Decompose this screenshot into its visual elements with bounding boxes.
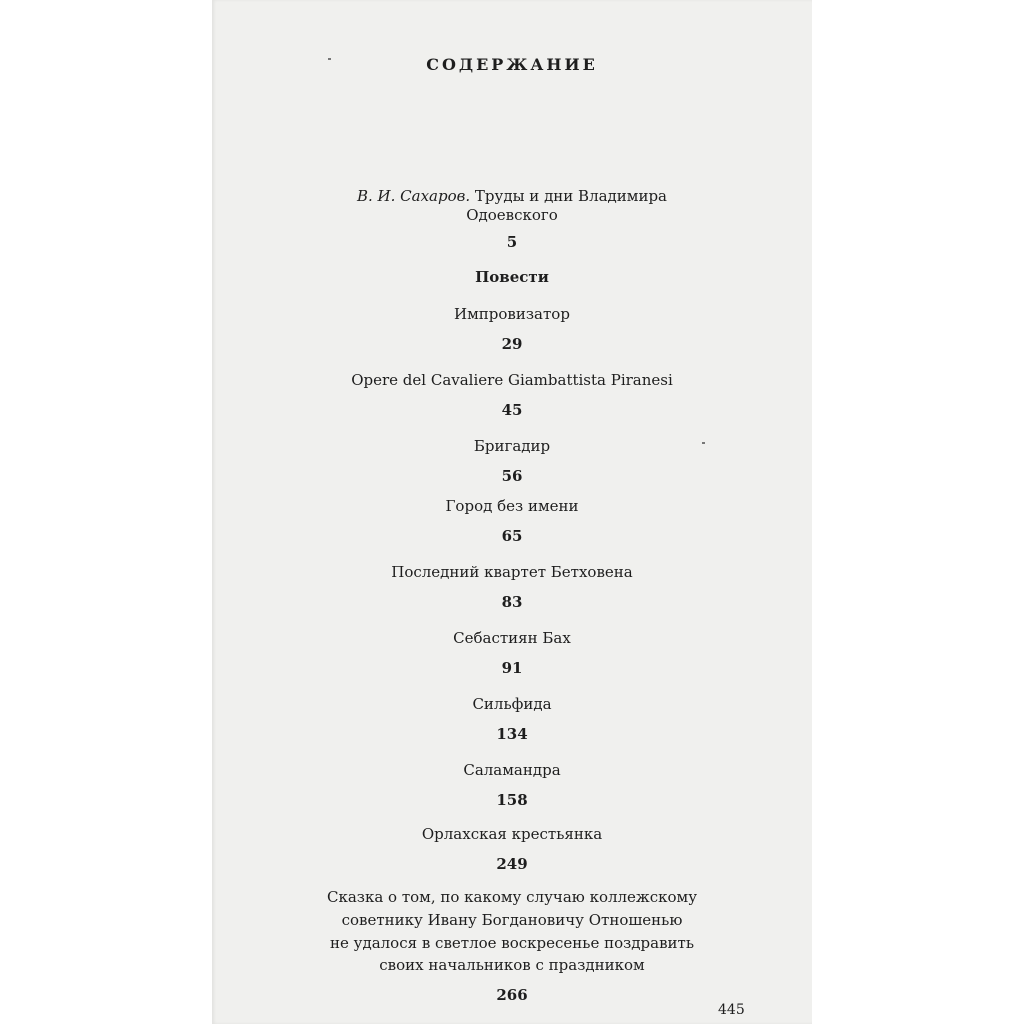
section-title: Повести — [475, 268, 549, 286]
toc-entry-title: Орлахская крестьянка — [421, 825, 603, 843]
page-number: 56 — [501, 467, 523, 485]
toc-entry-title: Бригадир — [473, 437, 551, 455]
toc-entry-title-line: Сказка о том, по какому случаю коллежскому — [326, 888, 698, 906]
page-number: 249 — [496, 855, 528, 873]
toc-entry-intro — [212, 186, 812, 206]
toc-heading: СОДЕРЖАНИЕ — [426, 55, 598, 74]
page-number: 266 — [496, 986, 528, 1004]
toc-entry-title: Последний квартет Бетховена — [391, 563, 633, 581]
page-number: 29 — [501, 335, 523, 353]
author-name: В. И. Сахаров. — [357, 187, 471, 205]
page-number: 45 — [501, 401, 523, 419]
toc-entry-title-line: советнику Ивану Богдановичу Отношенью — [341, 911, 683, 929]
page-number: 91 — [501, 659, 523, 677]
toc-entry-title: Город без имени — [445, 497, 579, 515]
toc-entry-title-line: не удалося в светлое воскресенье поздравить — [330, 934, 694, 952]
page-number: 83 — [501, 593, 523, 611]
page-number: 65 — [501, 527, 523, 545]
intro-title-continued: Одоевского — [466, 206, 558, 224]
toc-entry-title-line: своих начальников с праздником — [379, 956, 645, 974]
page-number: 158 — [496, 791, 528, 809]
book-page — [212, 0, 812, 1024]
folio-page-number: 445 — [718, 1002, 745, 1018]
toc-entry-title: Себастиян Бах — [453, 629, 571, 647]
toc-entry-title: Opere del Cavaliere Giambattista Piranesi — [351, 371, 673, 389]
toc-entry-title: Импровизатор — [454, 305, 570, 323]
page-number: 5 — [506, 233, 518, 251]
page-number: 134 — [496, 725, 528, 743]
intro-title: Труды и дни Владимира — [474, 187, 667, 205]
toc-entry-title: Саламандра — [463, 761, 561, 779]
toc-entry-title: Сильфида — [472, 695, 552, 713]
